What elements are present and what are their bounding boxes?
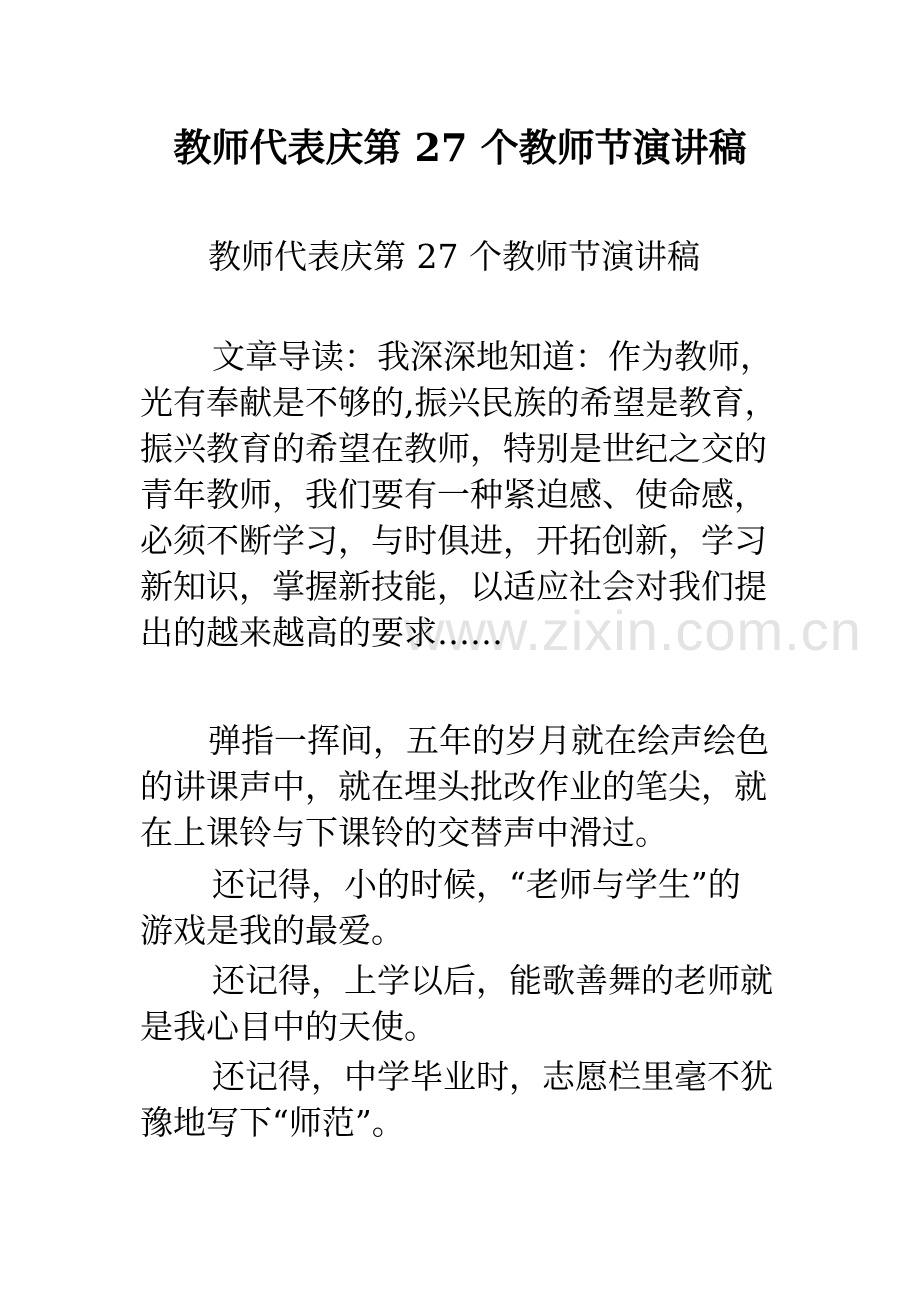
paragraph-line: 是我心目中的天使。 (140, 1007, 437, 1046)
paragraph-line: 还记得，小的时候，“老师与学生”的 (212, 865, 741, 904)
watermark-text: www.zixin.com.cn (404, 599, 862, 662)
paragraph-line: 新知识，掌握新技能，以适应社会对我们提 (140, 567, 767, 606)
paragraph-line: 青年教师，我们要有一种紧迫感、使命感， (140, 475, 767, 514)
paragraph-line: 出的越来越高的要求…… (140, 613, 503, 652)
paragraph-line: 在上课铃与下课铃的交替声中滑过。 (140, 813, 668, 852)
paragraph-line: 必须不断学习，与时俱进，开拓创新，学习 (140, 521, 767, 560)
document-title: 教师代表庆第 27 个教师节演讲稿 (173, 125, 747, 170)
paragraph-line: 的讲课声中，就在埋头批改作业的笔尖，就 (140, 767, 767, 806)
paragraph-line: 还记得，上学以后，能歌善舞的老师就 (212, 961, 773, 1000)
paragraph-line: 游戏是我的最爱。 (140, 911, 404, 950)
paragraph-body-3 (140, 958, 790, 1050)
paragraph-line: 豫地写下“师范”。 (140, 1103, 405, 1142)
paragraph-line: 振兴教育的希望在教师，特别是世纪之交的 (140, 429, 767, 468)
paragraph-body-4 (140, 1054, 790, 1146)
paragraph-line: 光有奉献是不够的,振兴民族的希望是教育， (140, 383, 778, 422)
paragraph-line: 弹指一挥间，五年的岁月就在绘声绘色 (208, 721, 769, 760)
paragraph-intro (140, 334, 790, 656)
paragraph-body-2 (140, 862, 790, 954)
document-subtitle: 教师代表庆第 27 个教师节演讲稿 (208, 237, 700, 276)
paragraph-line: 还记得，中学毕业时，志愿栏里毫不犹 (212, 1057, 773, 1096)
paragraph-body-1 (140, 718, 790, 856)
paragraph-line: 文章导读：我深深地知道：作为教师， (212, 337, 773, 376)
